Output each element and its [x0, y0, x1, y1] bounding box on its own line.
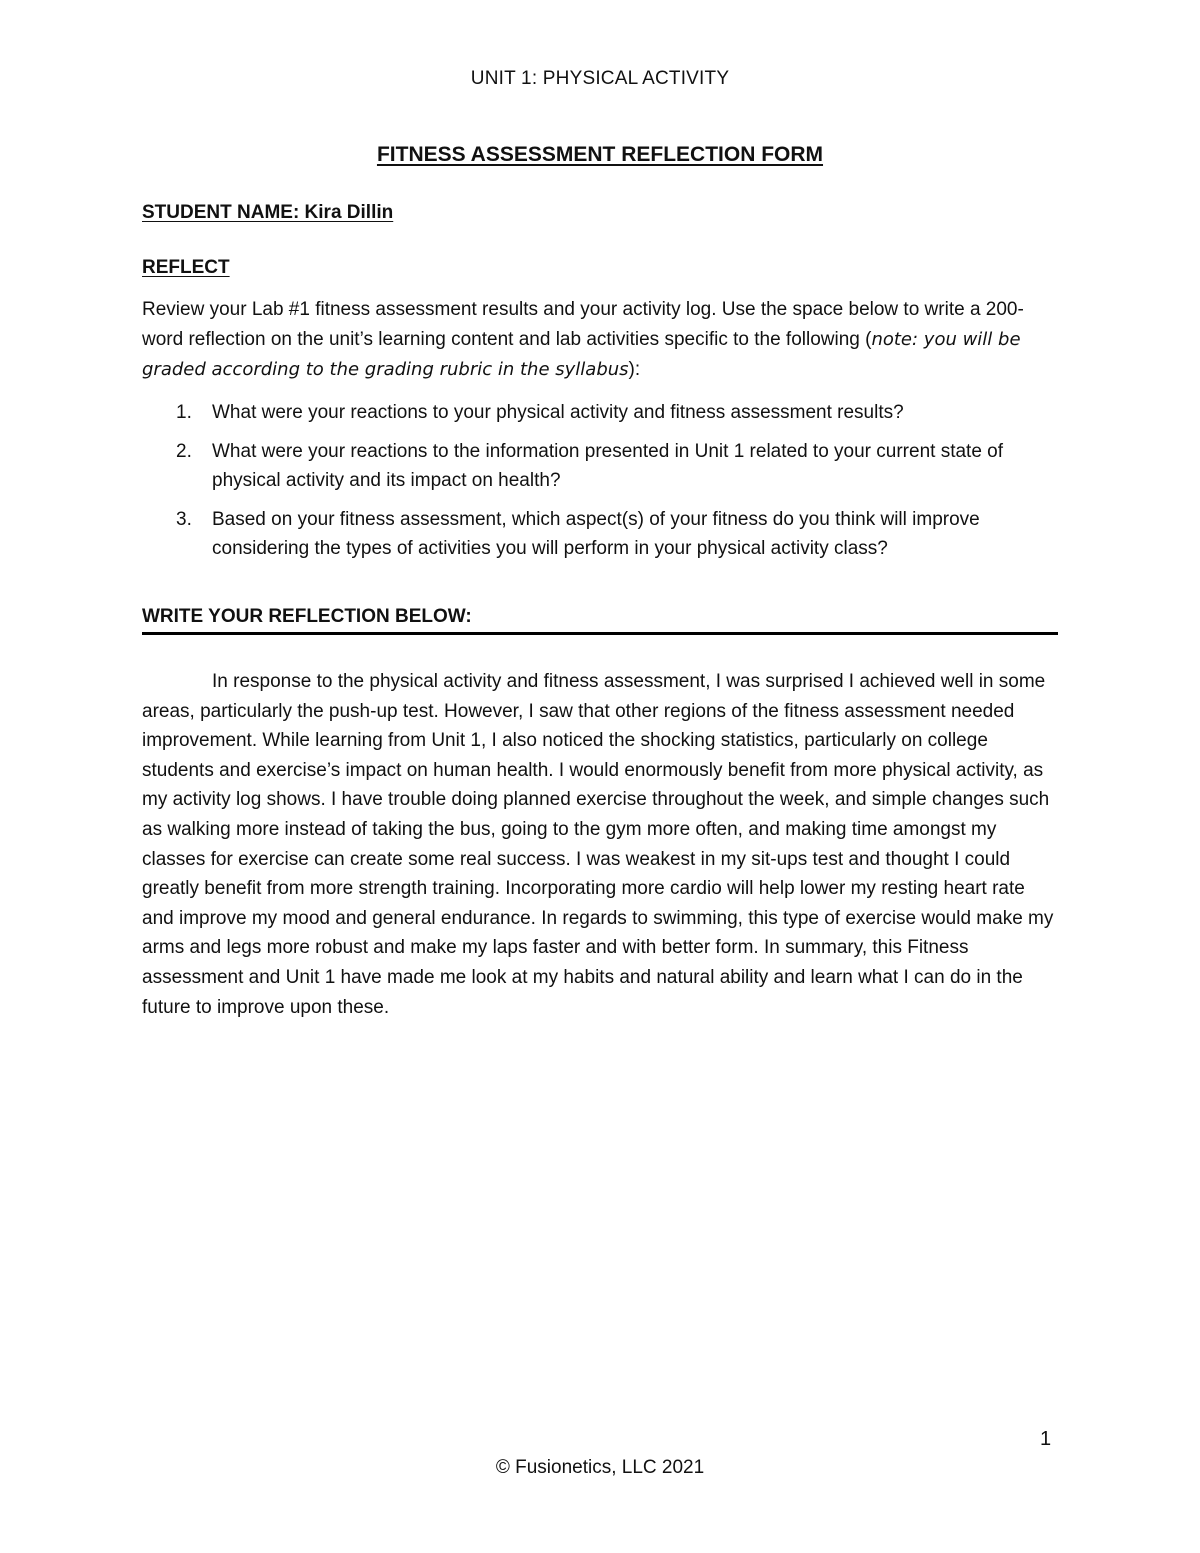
page-footer: © Fusionetics, LLC 2021: [495, 1457, 705, 1478]
reflection-text: In response to the physical activity and fitness assessment, I was surprised I achieved well in some areas, particularly the push-up test. However, I saw that other regions of the fitness assessment needed improvement. While learning from Unit 1, I also noticed the shocking statistics, particularly on college students and exercise’s impact on human health. I would enormously benefit from more physical activity, as my activity log shows. I have trouble doing planned exercise throughout the week, and simple changes such as walking more instead of taking the bus, going to the gym more often, and making time amongst my classes for exercise can create some real success. I was weakest in my sit-ups test and thought I could greatly benefit from more strength training. Incorporating more cardio will help lower my resting heart rate and improve my mood and general endurance. In regards to swimming, this type of exercise would make my arms and legs more robust and make my laps faster and with better form. In summary, this Fitness assessment and Unit 1 have made me look at my habits and natural ability and learn what I can do in the future to improve upon these.: [142, 671, 1054, 1018]
question-text: Based on your fitness assessment, which aspect(s) of your fitness do you think will improve considering the types of activities you will perform in your physical activity class?: [212, 509, 980, 559]
question-text: What were your reactions to the information presented in Unit 1 related to your current state of physical activity and its impact on health?: [212, 441, 1004, 491]
page-number: 1: [1040, 1428, 1052, 1450]
write-reflection-heading: WRITE YOUR REFLECTION BELOW:: [142, 606, 472, 627]
question-item: [142, 398, 1062, 427]
reflect-heading: REFLECT: [142, 257, 230, 278]
question-item: [142, 437, 1062, 495]
instructions-text: Review your Lab #1 fitness assessment results and your activity log. Use the space below to write a 200-word reflection on the unit’s learning content and lab activities specific to the following (: [142, 299, 1024, 350]
question-item: [142, 505, 1062, 563]
section-divider: [142, 632, 1058, 635]
grading-note: note: you will be graded according to the grading rubric in the syllabus: [142, 329, 1021, 380]
question-number: 3.: [176, 509, 192, 530]
page-header: UNIT 1: PHYSICAL ACTIVITY: [470, 68, 730, 89]
student-name: STUDENT NAME: Kira Dillin: [142, 202, 394, 223]
reflection-questions: [142, 398, 1062, 573]
question-text: What were your reactions to your physical activity and fitness assessment results?: [212, 402, 904, 423]
instructions-paragraph: [142, 295, 1062, 385]
question-number: 1.: [176, 402, 192, 423]
question-number: 2.: [176, 441, 192, 462]
instructions-end: ):: [628, 359, 641, 380]
form-title: FITNESS ASSESSMENT REFLECTION FORM: [376, 143, 824, 166]
